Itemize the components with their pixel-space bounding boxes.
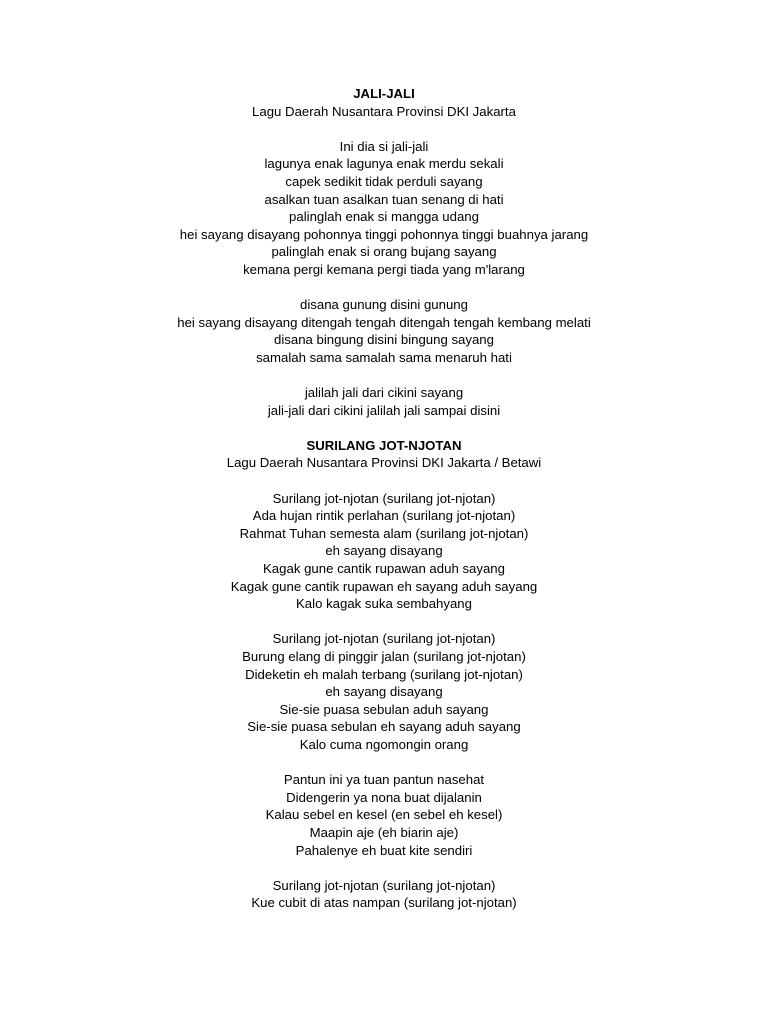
stanza (0, 138, 768, 279)
stanza (0, 384, 768, 419)
song-subtitle: Lagu Daerah Nusantara Provinsi DKI Jakarta (252, 103, 516, 119)
lyric-line: Kagak gune cantik rupawan aduh sayang (263, 561, 505, 577)
lyric-line: Pahalenye eh buat kite sendiri (295, 842, 473, 858)
lyric-line: jali-jali dari cikini jalilah jali sampai disini (267, 402, 501, 418)
lyric-line: Sie-sie puasa sebulan eh sayang aduh sayang (247, 719, 521, 735)
lyric-line: Kalo cuma ngomongin orang (299, 736, 469, 752)
lyric-line: Surilang jot-njotan (surilang jot-njotan) (272, 877, 496, 893)
lyric-line: kemana pergi kemana pergi tiada yang m'larang (243, 261, 525, 277)
lyric-line: Surilang jot-njotan (surilang jot-njotan) (272, 631, 496, 647)
stanza (0, 630, 768, 753)
lyric-line: Maapin aje (eh biarin aje) (309, 824, 459, 840)
lyric-line: Dideketin eh malah terbang (surilang jot-njotan) (245, 666, 523, 682)
lyric-line: samalah sama samalah sama menaruh hati (256, 349, 512, 365)
stanza (0, 877, 768, 912)
song-surilang-jot-njotan (0, 437, 768, 912)
stanza (0, 771, 768, 859)
lyric-line: lagunya enak lagunya enak merdu sekali (264, 156, 504, 172)
lyric-line: Ini dia si jali-jali (339, 138, 429, 154)
lyric-line: Pantun ini ya tuan pantun nasehat (283, 772, 485, 788)
lyric-line: Kalau sebel en kesel (en sebel eh kesel) (265, 807, 503, 823)
lyric-line: Burung elang di pinggir jalan (surilang jot-njotan) (242, 649, 526, 664)
lyric-line: Rahmat Tuhan semesta alam (surilang jot-njotan) (239, 525, 529, 541)
lyric-line: Kagak gune cantik rupawan eh sayang aduh sayang (230, 578, 538, 594)
lyric-line: Sie-sie puasa sebulan aduh sayang (279, 701, 489, 717)
lyrics-document (0, 85, 768, 930)
song-title: JALI-JALI (353, 86, 415, 101)
lyric-line: Didengerin ya nona buat dijalanin (286, 789, 482, 805)
stanza (0, 296, 768, 366)
lyric-line: palinglah enak si mangga udang (289, 209, 479, 225)
song-jali-jali (0, 85, 768, 419)
stanza (0, 490, 768, 613)
lyric-line: Kue cubit di atas nampan (surilang jot-njotan) (251, 895, 517, 911)
lyric-line: Kalo kagak suka sembahyang (296, 596, 472, 612)
lyric-line: hei sayang disayang ditengah tengah ditengah tengah kembang melati (177, 314, 591, 330)
lyric-line: asalkan tuan asalkan tuan senang di hati (264, 191, 504, 207)
lyric-line: disana gunung disini gunung (300, 297, 468, 313)
song-subtitle: Lagu Daerah Nusantara Provinsi DKI Jakarta / Betawi (226, 455, 542, 471)
lyric-line: eh sayang disayang (325, 543, 443, 559)
lyric-line: capek sedikit tidak perduli sayang (285, 173, 483, 189)
lyric-line: hei sayang disayang pohonnya tinggi pohonnya tinggi buahnya jarang (179, 226, 589, 242)
lyric-line: palinglah enak si orang bujang sayang (271, 244, 497, 260)
lyric-line: disana bingung disini bingung sayang (274, 332, 494, 348)
lyric-line: jalilah jali dari cikini sayang (304, 385, 464, 401)
song-title: SURILANG JOT-NJOTAN (306, 437, 462, 453)
lyric-line: Ada hujan rintik perlahan (surilang jot-njotan) (252, 508, 516, 524)
lyric-line: Surilang jot-njotan (surilang jot-njotan) (272, 490, 496, 506)
lyric-line: eh sayang disayang (325, 684, 443, 700)
